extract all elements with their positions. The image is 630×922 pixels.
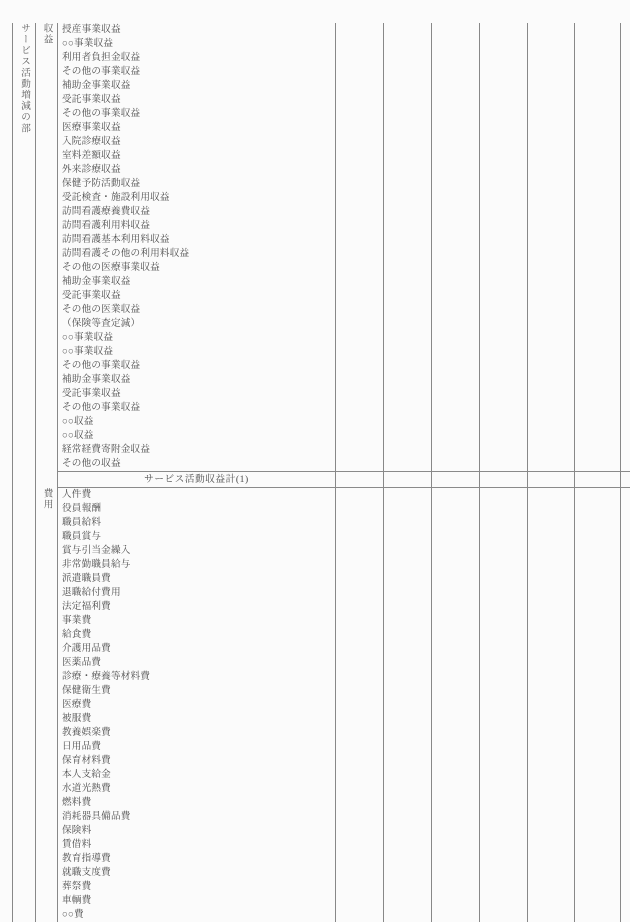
revenue-account-row[interactable]: ○○収益 xyxy=(58,415,335,429)
expense-account-row[interactable]: 消耗器具備品費 xyxy=(58,810,335,824)
revenue-account-row[interactable]: 室料差額収益 xyxy=(58,149,335,163)
revenue-subtotal-label: サービス活動収益計(1) xyxy=(58,472,336,488)
revenue-account-row[interactable]: その他の事業収益 xyxy=(58,107,335,121)
revenue-account-row[interactable]: その他の収益 xyxy=(58,457,335,471)
revenue-value-col-6[interactable] xyxy=(575,23,621,472)
expense-value-col-5[interactable] xyxy=(528,488,575,922)
revenue-value-col-7[interactable] xyxy=(621,23,630,472)
revenue-account-row[interactable]: （保険等査定減） xyxy=(58,317,335,331)
expense-account-row[interactable]: 派遣職員費 xyxy=(58,572,335,586)
expense-spine-label: 費用 xyxy=(41,488,51,510)
expense-account-row[interactable]: 診療・療養等材料費 xyxy=(58,670,335,684)
revenue-subtotal-row xyxy=(13,472,630,488)
expense-account-row[interactable]: 教育指導費 xyxy=(58,852,335,866)
expense-account-row[interactable]: 人件費 xyxy=(58,488,335,502)
revenue-row-list xyxy=(58,23,335,471)
revenue-account-row[interactable]: その他の医業収益 xyxy=(58,303,335,317)
expense-account-row[interactable]: 水道光熱費 xyxy=(58,782,335,796)
revenue-account-row[interactable]: 訪問看護療養費収益 xyxy=(58,205,335,219)
expense-account-row[interactable]: 事業費 xyxy=(58,614,335,628)
expense-account-row[interactable]: 医薬品費 xyxy=(58,656,335,670)
revenue-account-row[interactable]: 入院診療収益 xyxy=(58,135,335,149)
revenue-account-column xyxy=(58,23,336,472)
expense-spine xyxy=(36,488,58,922)
expense-account-row[interactable]: 被服費 xyxy=(58,712,335,726)
expense-block-row xyxy=(13,488,630,922)
revenue-account-row[interactable]: ○○収益 xyxy=(58,429,335,443)
revenue-account-row[interactable]: 外来診療収益 xyxy=(58,163,335,177)
expense-account-row[interactable]: 介護用品費 xyxy=(58,642,335,656)
expense-account-row[interactable]: 保健衛生費 xyxy=(58,684,335,698)
expense-value-col-3[interactable] xyxy=(432,488,480,922)
revenue-account-row[interactable]: 利用者負担金収益 xyxy=(58,51,335,65)
expense-account-row[interactable]: 燃料費 xyxy=(58,796,335,810)
revenue-subtotal-value-col-6[interactable] xyxy=(575,472,621,488)
revenue-account-row[interactable]: その他の事業収益 xyxy=(58,65,335,79)
revenue-account-row[interactable]: 授産事業収益 xyxy=(58,23,335,37)
expense-value-col-6[interactable] xyxy=(575,488,621,922)
revenue-account-row[interactable]: 訪問看護基本利用料収益 xyxy=(58,233,335,247)
expense-value-col-4[interactable] xyxy=(480,488,528,922)
revenue-account-row[interactable]: 医療事業収益 xyxy=(58,121,335,135)
expense-account-row[interactable]: 職員給料 xyxy=(58,516,335,530)
expense-account-row[interactable]: 法定福利費 xyxy=(58,600,335,614)
revenue-account-row[interactable]: 補助金事業収益 xyxy=(58,275,335,289)
expense-account-row[interactable]: 退職給付費用 xyxy=(58,586,335,600)
revenue-account-row[interactable]: 保健予防活動収益 xyxy=(58,177,335,191)
revenue-subtotal-value-col-7[interactable] xyxy=(621,472,630,488)
revenue-account-row[interactable]: 訪問看護利用料収益 xyxy=(58,219,335,233)
revenue-spine xyxy=(36,23,58,472)
revenue-account-row[interactable]: 経常経費寄附金収益 xyxy=(58,443,335,457)
revenue-subtotal-value-col-1[interactable] xyxy=(336,472,384,488)
revenue-account-row[interactable]: 訪問看護その他の利用料収益 xyxy=(58,247,335,261)
revenue-account-row[interactable]: 受託検査・施設利用収益 xyxy=(58,191,335,205)
expense-account-column xyxy=(58,488,336,922)
expense-account-row[interactable]: 教養娯楽費 xyxy=(58,726,335,740)
revenue-account-row[interactable]: 受託事業収益 xyxy=(58,93,335,107)
revenue-value-col-4[interactable] xyxy=(480,23,528,472)
expense-account-row[interactable]: 就職支度費 xyxy=(58,866,335,880)
revenue-account-row[interactable]: ○○事業収益 xyxy=(58,37,335,51)
expense-account-row[interactable]: 賞与引当金繰入 xyxy=(58,544,335,558)
revenue-block-row xyxy=(13,23,630,472)
revenue-value-col-2[interactable] xyxy=(384,23,432,472)
revenue-subtotal-value-col-4[interactable] xyxy=(480,472,528,488)
expense-account-row[interactable]: 葬祭費 xyxy=(58,880,335,894)
expense-account-row[interactable]: 車輌費 xyxy=(58,894,335,908)
section-spine-label: サービス活動増減の部 xyxy=(19,23,29,134)
ledger-table xyxy=(12,23,630,922)
revenue-account-row[interactable]: 補助金事業収益 xyxy=(58,79,335,93)
expense-account-row[interactable]: 給食費 xyxy=(58,628,335,642)
revenue-spine-label: 収益 xyxy=(41,23,51,45)
expense-row-list xyxy=(58,488,335,922)
expense-account-row[interactable]: 非常勤職員給与 xyxy=(58,558,335,572)
expense-account-row[interactable]: 保育材料費 xyxy=(58,754,335,768)
revenue-value-col-1[interactable] xyxy=(336,23,384,472)
expense-account-row[interactable]: 保険料 xyxy=(58,824,335,838)
revenue-account-row[interactable]: その他の事業収益 xyxy=(58,359,335,373)
expense-value-col-1[interactable] xyxy=(336,488,384,922)
expense-account-row[interactable]: 賃借料 xyxy=(58,838,335,852)
revenue-account-row[interactable]: 受託事業収益 xyxy=(58,289,335,303)
revenue-subtotal-value-col-5[interactable] xyxy=(528,472,575,488)
revenue-account-row[interactable]: 受託事業収益 xyxy=(58,387,335,401)
expense-account-row[interactable]: ○○費 xyxy=(58,908,335,922)
expense-account-row[interactable]: 役員報酬 xyxy=(58,502,335,516)
revenue-account-row[interactable]: ○○事業収益 xyxy=(58,331,335,345)
revenue-account-row[interactable]: ○○事業収益 xyxy=(58,345,335,359)
expense-account-row[interactable]: 日用品費 xyxy=(58,740,335,754)
expense-account-row[interactable]: 職員賞与 xyxy=(58,530,335,544)
expense-value-col-7[interactable] xyxy=(621,488,630,922)
revenue-account-row[interactable]: 補助金事業収益 xyxy=(58,373,335,387)
revenue-subtotal-value-col-2[interactable] xyxy=(384,472,432,488)
revenue-subtotal-spine xyxy=(36,472,58,488)
revenue-subtotal-value-col-3[interactable] xyxy=(432,472,480,488)
expense-value-col-2[interactable] xyxy=(384,488,432,922)
revenue-value-col-3[interactable] xyxy=(432,23,480,472)
revenue-account-row[interactable]: その他の事業収益 xyxy=(58,401,335,415)
expense-account-row[interactable]: 医療費 xyxy=(58,698,335,712)
revenue-account-row[interactable]: その他の医療事業収益 xyxy=(58,261,335,275)
section-spine-service-activity xyxy=(13,23,36,922)
revenue-value-col-5[interactable] xyxy=(528,23,575,472)
expense-account-row[interactable]: 本人支給金 xyxy=(58,768,335,782)
